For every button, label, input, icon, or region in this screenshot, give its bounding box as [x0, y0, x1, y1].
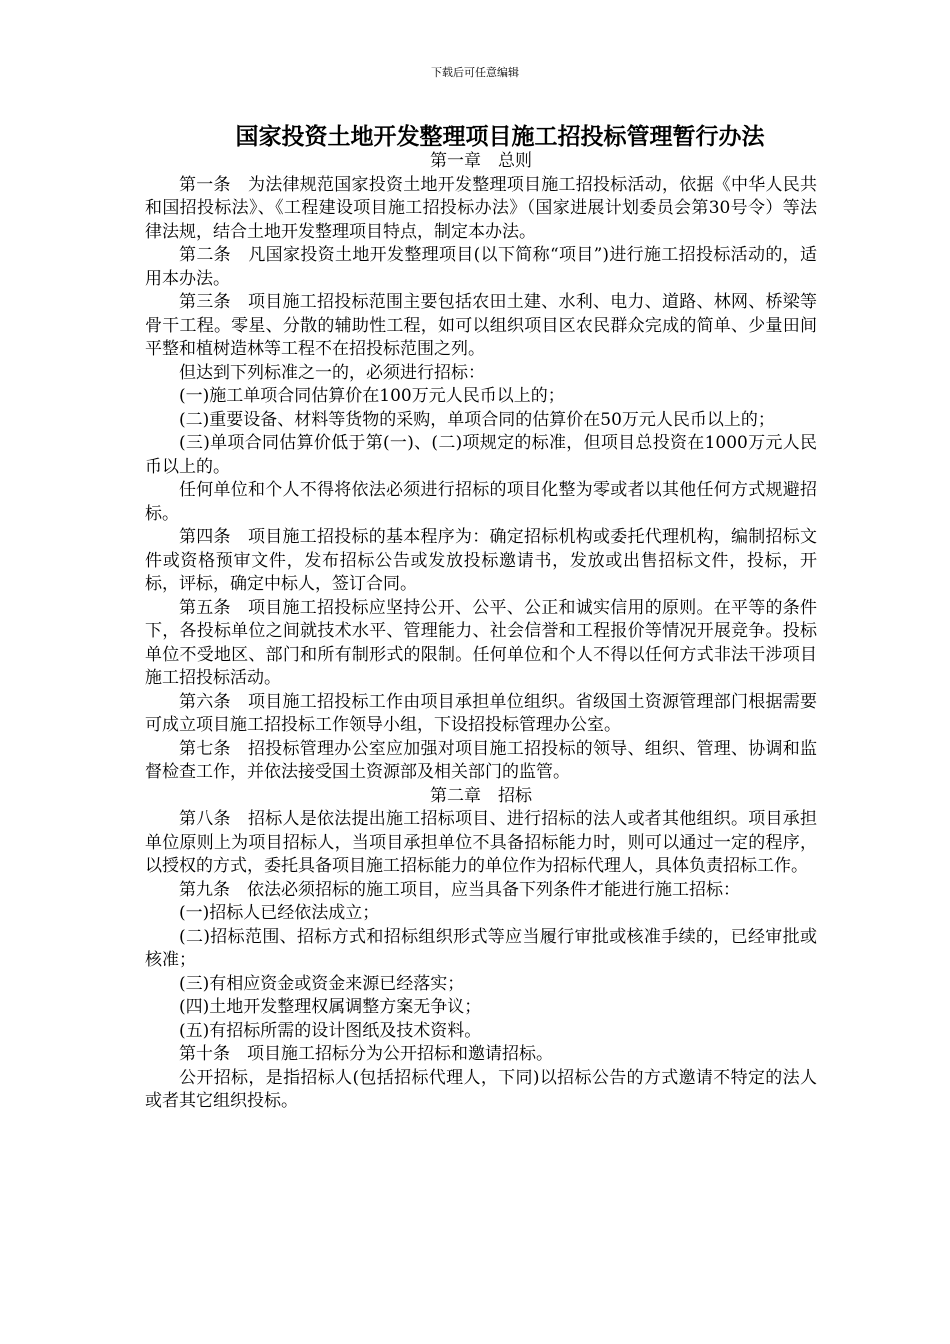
article-1: 第一条 为法律规范国家投资土地开发整理项目施工招投标活动，依据《中华人民共和国招投标法》、《工程建设项目施工招投标办法》（国家进展计划委员会第30号令）等法律法规，结合土地开发整理项目特点，制定本办法。: [145, 174, 817, 242]
chapter-heading-1: [145, 150, 817, 174]
article-5: 第五条 项目施工招投标应坚持公开、公平、公正和诚实信用的原则。在平等的条件下，各投标单位之间就技术水平、管理能力、社会信誉和工程报价等情况开展竞争。投标单位不受地区、部门和所有制形式的限制。任何单位和个人不得以任何方式非法干涉项目施工招投标活动。: [145, 597, 817, 688]
chapter-name: 招标: [498, 785, 532, 806]
document-title: 国家投资土地开发整理项目施工招投标管理暂行办法: [235, 123, 765, 150]
article-9-item-5: (五)有招标所需的设计图纸及技术资料。: [179, 1020, 482, 1041]
article-3: 第三条 项目施工招投标范围主要包括农田土建、水利、电力、道路、林网、桥梁等骨干工程。零星、分散的辅助性工程，如可以组织项目区农民群众完成的简单、少量田间平整和植树造林等工程不在招投标范围之列。: [145, 292, 817, 359]
article-7: 第七条 招投标管理办公室应加强对项目施工招投标的领导、组织、管理、协调和监督检查工作，并依法接受国土资源部及相关部门的监管。: [145, 738, 817, 782]
article-3-item-3: (三)单项合同估算价低于第(一)、(二)项规定的标准，但项目总投资在1000万元人民币以上的。: [145, 433, 817, 477]
article-10: 第十条 项目施工招标分为公开招标和邀请招标。: [179, 1044, 553, 1064]
article-3-item-2: (二)重要设备、材料等货物的采购，单项合同的估算价在50万元人民币以上的；: [179, 409, 775, 430]
article-3-item-1: (一)施工单项合同估算价在100万元人民币以上的；: [179, 386, 565, 406]
chapter-number: 第一章: [430, 151, 481, 171]
chapter-number: 第二章: [430, 785, 481, 806]
header-note: 下载后可任意编辑: [431, 66, 519, 79]
article-2: 第二条 凡国家投资土地开发整理项目(以下简称“项目”)进行施工招投标活动的，适用本办法。: [145, 245, 817, 289]
article-3-note: 任何单位和个人不得将依法必须进行招标的项目化整为零或者以其他任何方式规避招标。: [145, 480, 817, 524]
article-9-item-1: (一)招标人已经依法成立；: [179, 903, 380, 923]
article-3-intro: 但达到下列标准之一的，必须进行招标：: [179, 362, 485, 383]
article-10-open-tender: 公开招标，是指招标人(包括招标代理人，下同)以招标公告的方式邀请不特定的法人或者其它组织投标。: [145, 1067, 817, 1111]
article-8: 第八条 招标人是依法提出施工招标项目、进行招标的法人或者其他组织。项目承担单位原则上为项目招标人，当项目承担单位不具备招标能力时，则可以通过一定的程序，以授权的方式，委托具备项目施工招标能力的单位作为招标代理人，具体负责招标工作。: [145, 809, 817, 876]
article-4: 第四条 项目施工招投标的基本程序为：确定招标机构或委托代理机构，编制招标文件或资格预审文件，发布招标公告或发放投标邀请书，发放或出售招标文件，投标，开标，评标，确定中标人，签订合同。: [145, 527, 817, 594]
document-body: [145, 150, 817, 1114]
article-9-item-2: (二)招标范围、招标方式和招标组织形式等应当履行审批或核准手续的，已经审批或核准；: [145, 926, 817, 970]
article-9-item-3: (三)有相应资金或资金来源已经落实；: [179, 973, 465, 994]
article-9: 第九条 依法必须招标的施工项目，应当具备下列条件才能进行施工招标：: [179, 879, 740, 900]
chapter-heading-2: [145, 785, 817, 809]
article-6: 第六条 项目施工招投标工作由项目承担单位组织。省级国土资源管理部门根据需要可成立项目施工招投标工作领导小组，下设招投标管理办公室。: [145, 691, 817, 735]
article-9-item-4: (四)土地开发整理权属调整方案无争议；: [179, 997, 482, 1017]
chapter-name: 总则: [498, 151, 532, 171]
